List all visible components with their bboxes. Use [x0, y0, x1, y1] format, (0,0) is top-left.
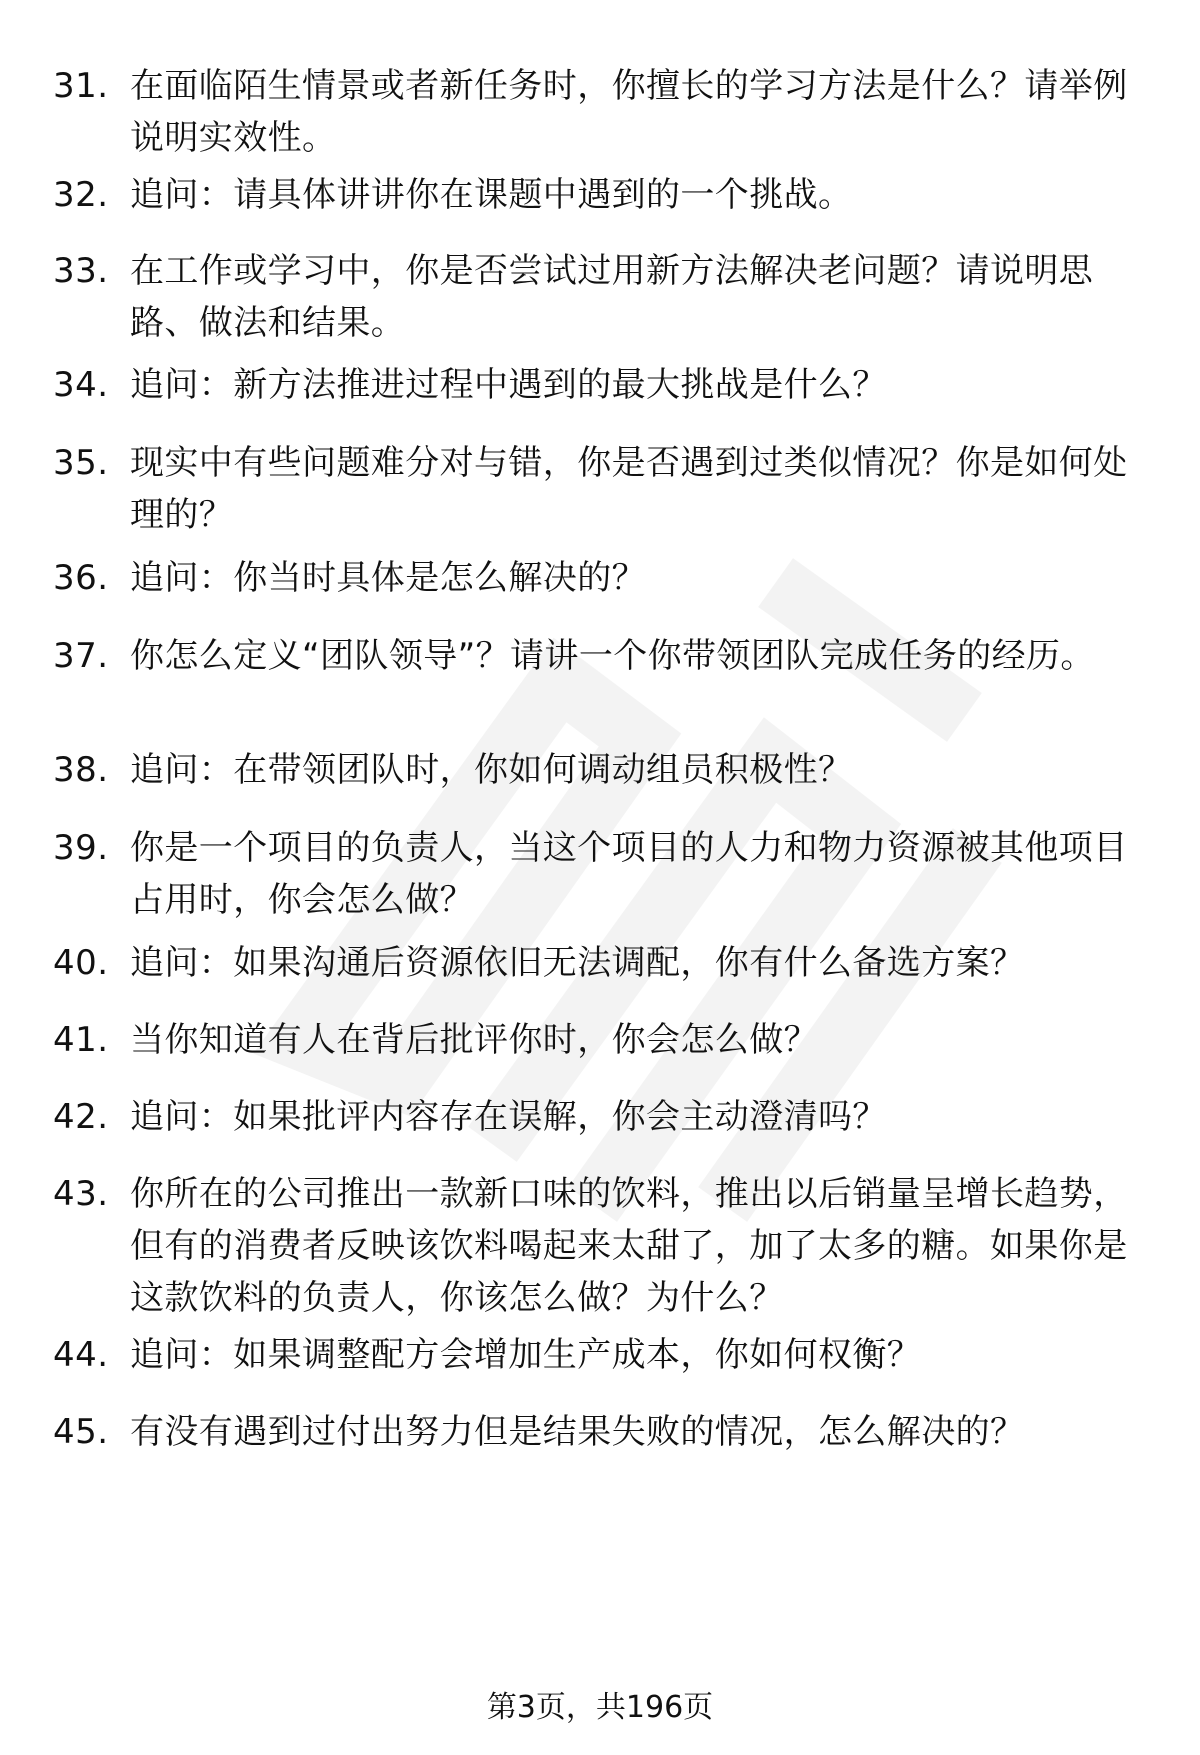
question-number: 41. — [53, 1020, 109, 1060]
question-text: 追问：新方法推进过程中遇到的最大挑战是什么？ — [130, 365, 887, 405]
question-number: 38. — [53, 750, 109, 790]
question-text: 你是一个项目的负责人，当这个项目的人力和物力资源被其他项目占用时，你会怎么做？ — [130, 828, 1128, 920]
question-number: 33. — [53, 251, 109, 291]
question-number: 31. — [53, 66, 109, 106]
question-number: 39. — [53, 828, 109, 868]
question-text: 你怎么定义“团队领导”？请讲一个你带领团队完成任务的经历。 — [130, 636, 1095, 676]
question-number: 42. — [53, 1097, 109, 1137]
question-number: 34. — [53, 365, 109, 405]
question-text: 当你知道有人在背后批评你时，你会怎么做？ — [130, 1020, 818, 1060]
question-text: 你所在的公司推出一款新口味的饮料，推出以后销量呈增长趋势，但有的消费者反映该饮料喝起来太甜了，加了太多的糖。如果你是这款饮料的负责人，你该怎么做？为什么？ — [130, 1174, 1128, 1318]
question-number: 37. — [53, 636, 109, 676]
question-text: 在工作或学习中，你是否尝试过用新方法解决老问题？请说明思路、做法和结果。 — [130, 251, 1094, 343]
question-text: 追问：如果沟通后资源依旧无法调配，你有什么备选方案？ — [130, 943, 1025, 983]
question-number: 45. — [53, 1412, 109, 1452]
question-number: 35. — [53, 443, 109, 483]
question-number: 36. — [53, 558, 109, 598]
question-number: 40. — [53, 943, 109, 983]
question-text: 追问：请具体讲讲你在课题中遇到的一个挑战。 — [130, 175, 853, 215]
page-footer: 第3页，共196页 — [486, 1690, 714, 1725]
question-text: 有没有遇到过付出努力但是结果失败的情况，怎么解决的？ — [130, 1412, 1025, 1452]
question-number: 43. — [53, 1174, 109, 1214]
question-text: 追问：如果调整配方会增加生产成本，你如何权衡？ — [130, 1335, 922, 1375]
question-text: 追问：如果批评内容存在误解，你会主动澄清吗？ — [130, 1097, 887, 1137]
question-text: 现实中有些问题难分对与错，你是否遇到过类似情况？你是如何处理的？ — [130, 443, 1128, 535]
question-number: 44. — [53, 1335, 109, 1375]
question-number: 32. — [53, 175, 109, 215]
question-text: 追问：在带领团队时，你如何调动组员积极性？ — [130, 750, 853, 790]
question-text: 在面临陌生情景或者新任务时，你擅长的学习方法是什么？请举例说明实效性。 — [130, 66, 1128, 158]
question-text: 追问：你当时具体是怎么解决的？ — [130, 558, 646, 598]
